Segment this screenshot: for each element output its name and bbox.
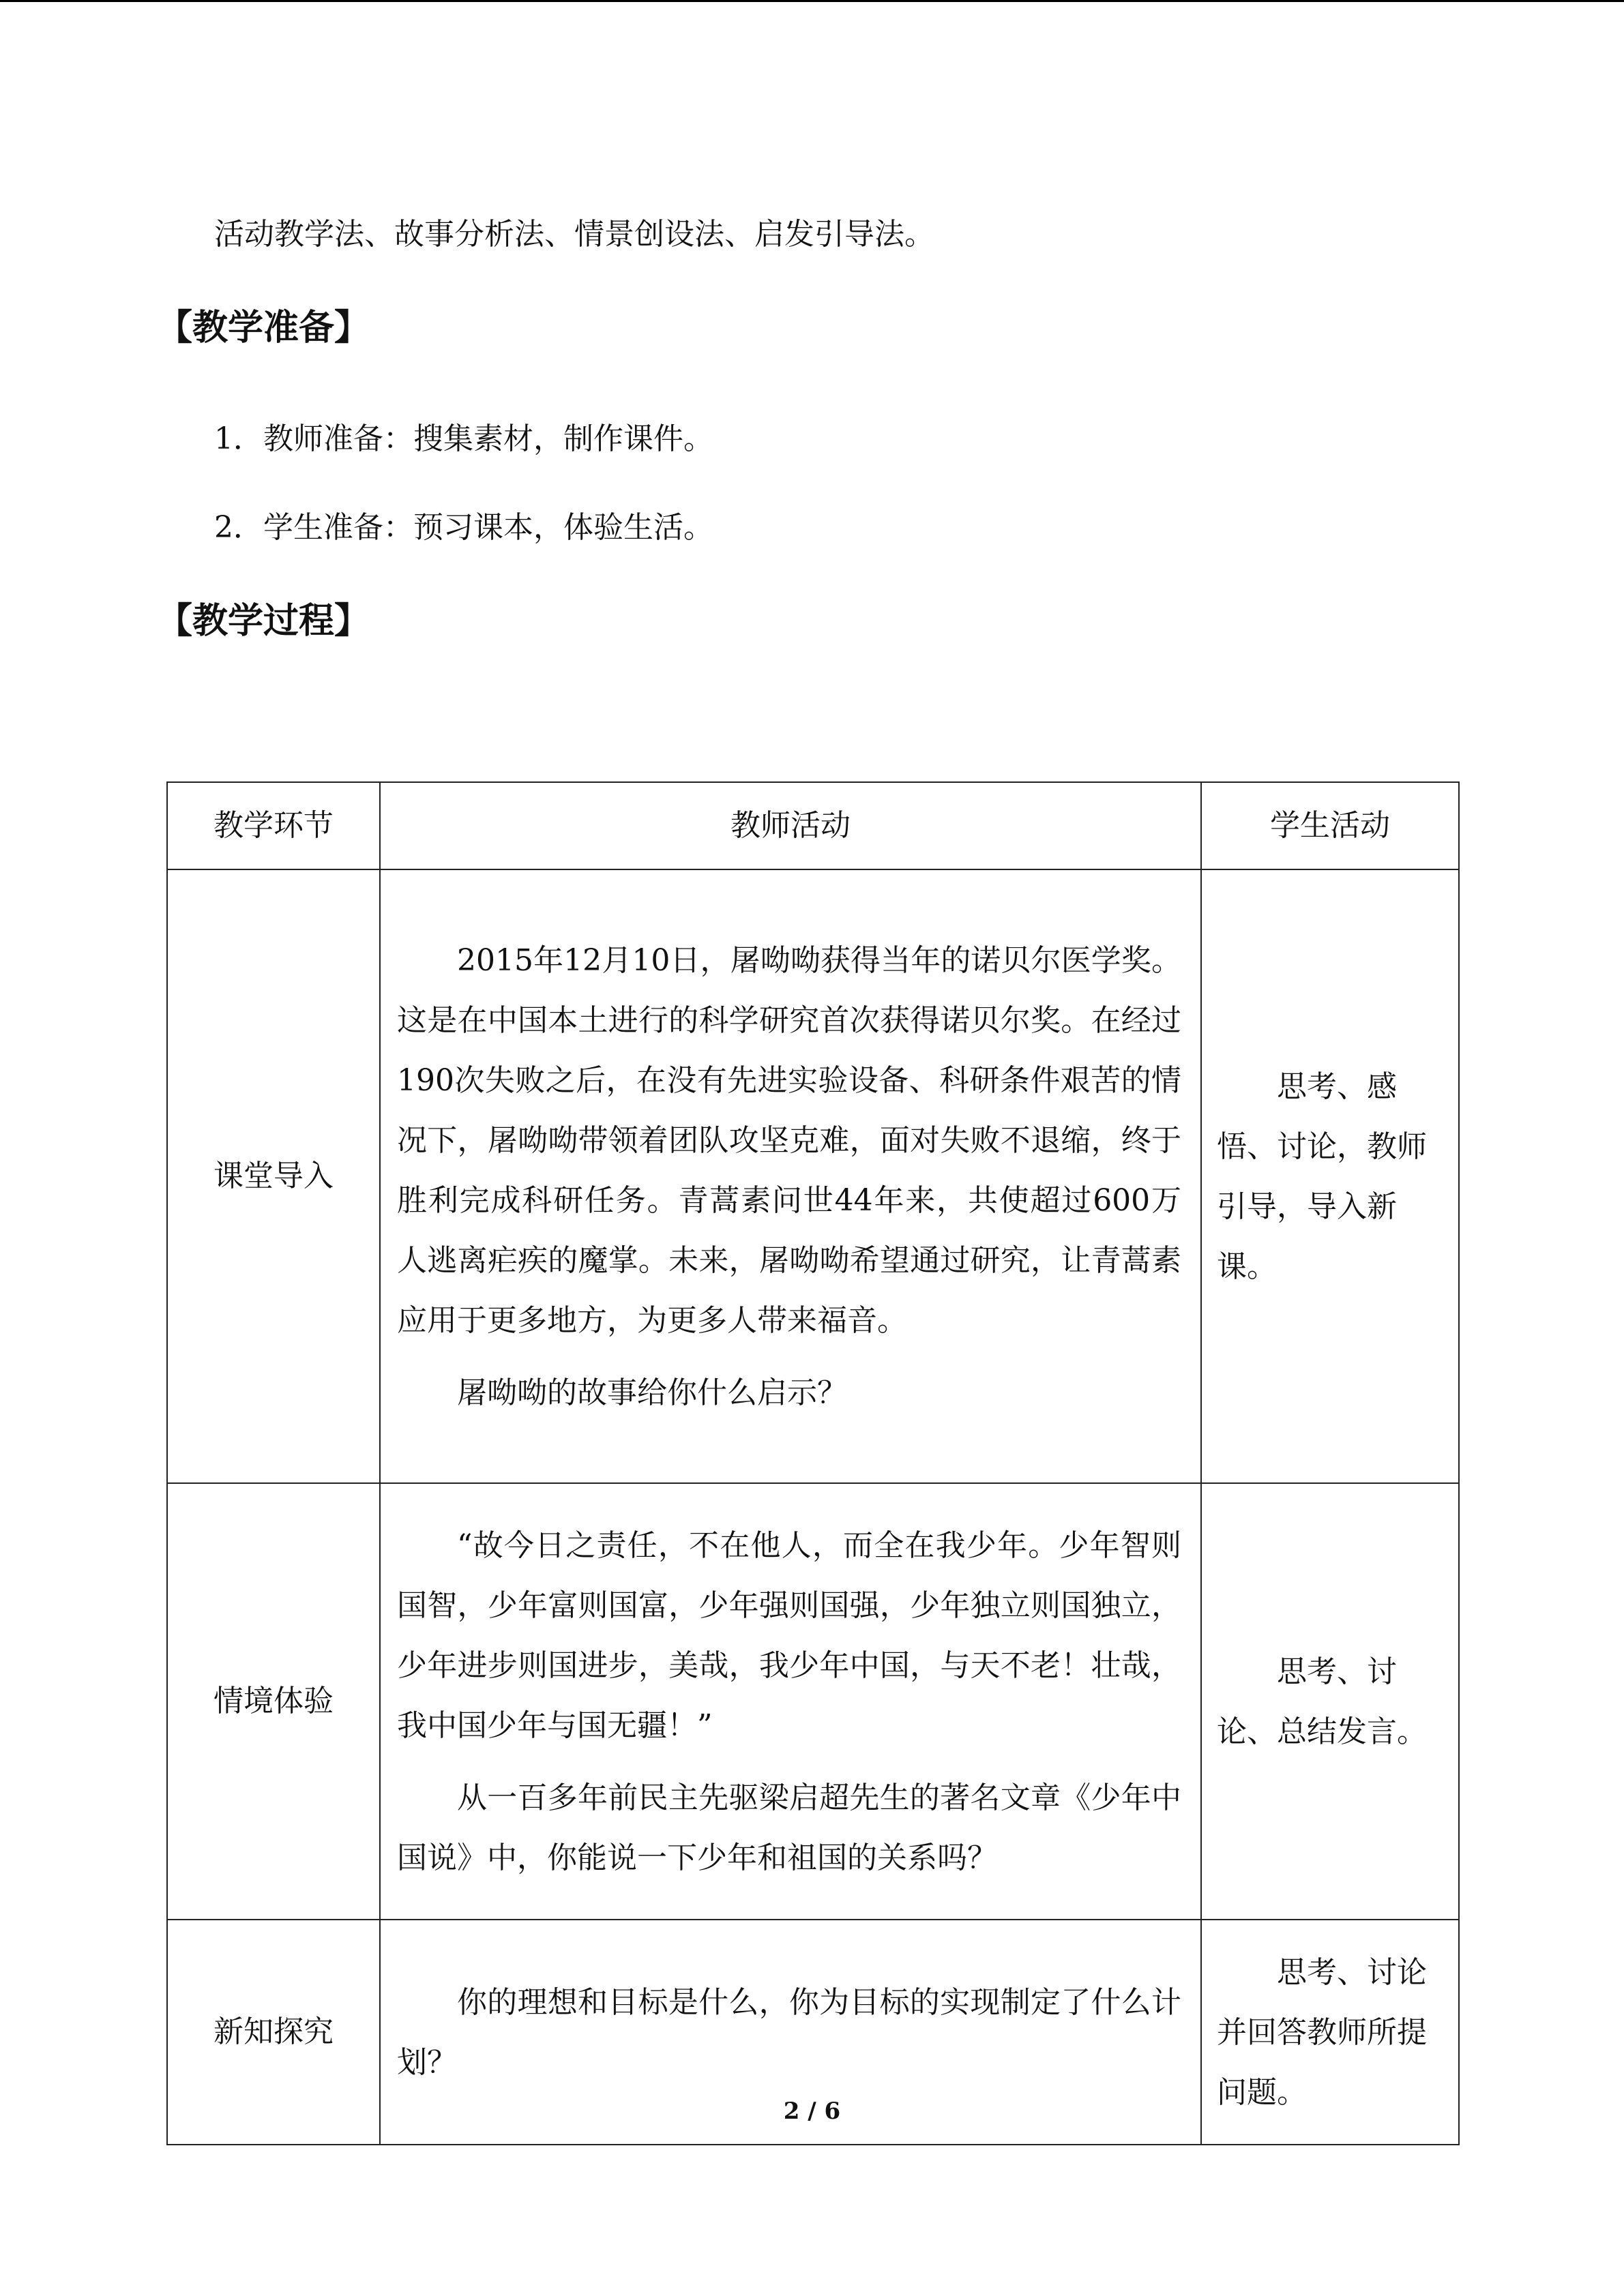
table-header-row	[167, 782, 1459, 869]
header-teacher-activity: 教师活动	[380, 782, 1201, 869]
teacher-activity-paragraph: 2015年12月10日，屠呦呦获得当年的诺贝尔医学奖。这是在中国本土进行的科学研究首次获得诺贝尔奖。在经过190次失败之后，在没有先进实验设备、科研条件艰苦的情况下，屠呦呦带领着团队攻坚克难，面对失败不退缩，终于胜利完成科研任务。青蒿素问世44年来，共使超过600万人逃离疟疾的魔掌。未来，屠呦呦希望通过研究，让青蒿素应用于更多地方，为更多人带来福音。	[397, 943, 1181, 1338]
header-student-activity: 学生活动	[1201, 782, 1459, 869]
preparation-item-teacher: 1．教师准备：搜集素材，制作课件。	[214, 421, 713, 456]
teaching-process-table	[166, 781, 1460, 2145]
student-activity-text: 思考、讨论、总结发言。	[1217, 1654, 1427, 1749]
header-stage: 教学环节	[167, 782, 380, 869]
table-row	[167, 869, 1459, 1483]
stage-cell: 新知探究	[167, 1920, 380, 2145]
preparation-item-student: 2．学生准备：预习课本，体验生活。	[214, 510, 713, 545]
teaching-methods-text: 活动教学法、故事分析法、情景创设法、启发引导法。	[214, 217, 934, 252]
student-activity-cell	[1201, 1483, 1459, 1920]
page-number: 2 / 6	[783, 2098, 841, 2125]
teacher-activity-question: 你的理想和目标是什么，你为目标的实现制定了什么计划？	[397, 1985, 1181, 2080]
table-row	[167, 1483, 1459, 1920]
student-activity-text: 思考、感悟、讨论，教师引导，导入新课。	[1217, 1069, 1427, 1284]
stage-cell: 情境体验	[167, 1483, 380, 1920]
student-activity-text: 思考、讨论并回答教师所提问题。	[1217, 1955, 1427, 2110]
teaching-process-heading: 【教学过程】	[157, 601, 370, 642]
teacher-activity-cell	[380, 869, 1201, 1483]
teacher-activity-question: 从一百多年前民主先驱梁启超先生的著名文章《少年中国说》中，你能说一下少年和祖国的关系吗？	[397, 1780, 1181, 1875]
teacher-activity-quote: “故今日之责任，不在他人，而全在我少年。少年智则国智，少年富则国富，少年强则国强，少年独立则国独立，少年进步则国进步，美哉，我少年中国，与天不老！壮哉，我中国少年与国无疆！”	[397, 1528, 1181, 1743]
student-activity-cell	[1201, 869, 1459, 1483]
teacher-activity-question: 屠呦呦的故事给你什么启示？	[457, 1375, 847, 1410]
stage-cell: 课堂导入	[167, 869, 380, 1483]
teaching-preparation-heading: 【教学准备】	[157, 308, 370, 348]
top-border-line	[0, 0, 1624, 2]
teacher-activity-cell	[380, 1483, 1201, 1920]
